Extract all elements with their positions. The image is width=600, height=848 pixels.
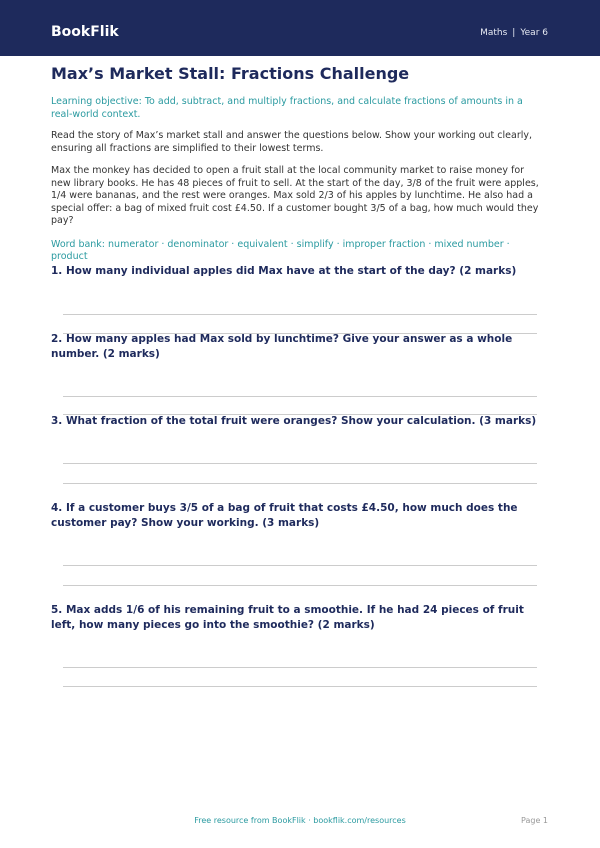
answer-line[interactable] — [63, 667, 537, 668]
subject-year-label — [480, 28, 548, 38]
answer-line[interactable] — [63, 396, 537, 397]
instructions: Read the story of Max’s market stall and answer the questions below. Show your working out clearly, ensuring all fractions are simplified to their lowest terms. — [51, 130, 533, 154]
answer-line[interactable] — [63, 565, 537, 566]
answer-line[interactable] — [63, 686, 537, 687]
answer-line[interactable] — [63, 314, 537, 315]
brand-logo[interactable]: BookFlik — [51, 24, 119, 40]
answer-line[interactable] — [63, 463, 537, 464]
worksheet-intro — [51, 64, 541, 264]
word-bank: Word bank: numerator · denominator · equivalent · simplify · improper fraction · mixed number · product — [51, 238, 510, 262]
question-3: 3. What fraction of the total fruit were oranges? Show your calculation. (3 marks) — [51, 415, 537, 427]
year-label: Year 6 — [520, 28, 548, 38]
question-5: 5. Max adds 1/6 of his remaining fruit to a smoothie. If he had 24 pieces of fruit left, how many pieces go into the smoothie? (2 marks) — [51, 604, 524, 631]
answer-line[interactable] — [63, 483, 537, 484]
story-text: Max the monkey has decided to open a fruit stall at the local community market to raise money for new library books. He has 48 pieces of fruit to sell. At the start of the day, 3/8 of the fruit were apples, 1/4 were bananas, and the rest were oranges. Max sold 2/3 of his apples by lunchtime. He also had a special offer: a bag of mixed fruit cost £4.50. If a customer bought 3/5 of a bag, how much would they pay? — [51, 165, 539, 226]
answer-line[interactable] — [63, 585, 537, 586]
question-1: 1. How many individual apples did Max have at the start of the day? (2 marks) — [51, 265, 517, 277]
subject-label: Maths — [480, 28, 508, 38]
question-2: 2. How many apples had Max sold by lunchtime? Give your answer as a whole number. (2 marks) — [51, 333, 513, 360]
footer-credit[interactable]: Free resource from BookFlik · bookflik.com/resources — [194, 816, 406, 825]
page-number: Page 1 — [521, 816, 548, 825]
separator: | — [512, 28, 516, 38]
page-header — [0, 0, 600, 56]
worksheet-title: Max’s Market Stall: Fractions Challenge — [51, 64, 410, 83]
learning-objective: Learning objective: To add, subtract, and multiply fractions, and calculate fractions of amounts in a real-world context. — [51, 96, 523, 120]
question-4: 4. If a customer buys 3/5 of a bag of fruit that costs £4.50, how much does the customer pay? Show your working. (3 marks) — [51, 502, 518, 529]
